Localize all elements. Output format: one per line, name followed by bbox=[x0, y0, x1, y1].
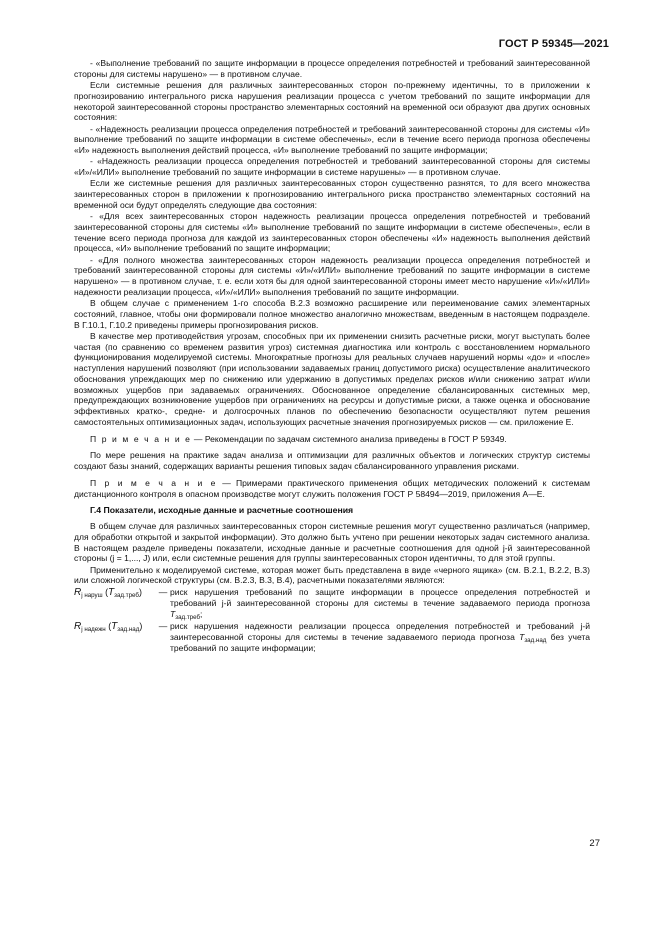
note-text: — Рекомендации по задачам системного анализа приведены в ГОСТ Р 59349. bbox=[191, 433, 507, 444]
section-title: Г.4 Показатели, исходные данные и расчетные соотношения bbox=[90, 505, 354, 516]
note bbox=[74, 478, 590, 500]
paragraph: - «Для полного множества заинтересованных сторон надежность реализации процесса определения потребностей и требований заинтересованной стороны для системы «И»/«ИЛИ» выполнение требований по защите информации в системе нарушено» — в противном случае, т. е. если хотя бы для одной заинтересованной стороны имеет место нарушение «И»/«ИЛИ» надежности реализации процесса, «И»/«ИЛИ» выполнения требований по защите информации. bbox=[74, 254, 590, 297]
paragraph: По мере решения на практике задач анализа и оптимизации для различных объектов и логических структур системы создают базы знаний, содержащих варианты решения типовых задач сбалансированного управления рисками. bbox=[74, 450, 590, 471]
paragraph: - «Выполнение требований по защите информации в процессе определения потребностей и требований заинтересованной стороны для системы нарушено» — в противном случае. bbox=[74, 58, 590, 79]
paragraph: В общем случае для различных заинтересованных сторон системные решения могут существенно различаться (например, для обработки открытой и закрытой информации). Это должно быть учтено при решении некоторых задач системного анализа. В настоящем разделе приведены показатели, исходные данные и расчетные соотношения для одной j-й заинтересованной стороны (j = 1,..., J) или, если системные решения для группы заинтересованных сторон идентичны, то для этой группы. bbox=[74, 521, 590, 564]
paragraph: Если системные решения для различных заинтересованных сторон по-прежнему идентичны, то в приложении к прогнозированию интегрального риска нарушения реализации процесса с учетом требований по защите информации для некоторой заинтересованной стороны пространство элементарных состояний на временной оси образуют два других основных состояния: bbox=[74, 80, 590, 123]
paragraph: В качестве мер противодействия угрозам, способных при их применении снизить расчетные риски, могут выступать более частая (по сравнению со временем развития угроз) системная диагностика или контроль с восстановлением нормального функционирования моделируемой системы. Многократные прогнозы для реальных случаев нарушений нормы «до» и «после» наступления нарушений позволяют (при использовании задаваемых границ допустимого риска) осуществление аналитического обоснования упреждающих мер по снижению или удержанию в допустимых пределах рисков и/или снижению затрат и/или возможных ущербов при задаваемых ограничениях. Обоснованное определение сбалансированных системных мер, предупреждающих возникновение ущербов при ограничениях на ресурсы и допустимые риски, а также оценка и обоснование эффективных кратко-, средне- и долгосрочных планов по обеспечению безопасности осуществляют путем решения самостоятельных оптимизационных задач, использующих расчетные значения прогнозируемых рисков — см. приложение Е. bbox=[74, 330, 590, 427]
definition-text: риск нарушения требований по защите информации в процессе определения потребностей и требований j-й заинтересованной стороны для системы в течение задаваемого периода прогноза $T_{зад.треб}$; bbox=[170, 587, 590, 621]
note bbox=[74, 434, 590, 445]
definition-row bbox=[74, 587, 590, 619]
note-text: — Примерами практического применения общих методических положений к системам дистанционного контроля в опасном производстве могут служить положения ГОСТ Р 58494—2019, приложения А—Е. bbox=[74, 477, 590, 499]
formula-symbol: $R_{j нaруш}$ $(T_{зад.треб})$ bbox=[74, 587, 142, 599]
paragraph: Если же системные решения для различных заинтересованных сторон существенно разнятся, то для всего множества заинтересованных сторон в приложении к прогнозированию интегрального риска пространство элементарных состояний на временной оси будут определять следующие два состояния: bbox=[74, 178, 590, 210]
paragraph: Применительно к моделируемой системе, которая может быть представлена в виде «черного ящика» (см. В.2.1, В.2.2, В.3) или сложной логической структуры (см. В.2.3, В.3, В.4), расчетными показателями являются: bbox=[74, 564, 590, 586]
definition-row bbox=[74, 621, 590, 653]
paragraph: - «Надежность реализации процесса определения потребностей и требований заинтересованной стороны для системы «И»/«ИЛИ» выполнение требований по защите информации в системе нарушены» — в противном случае. bbox=[74, 156, 590, 177]
dash: — bbox=[158, 587, 168, 597]
paragraph: - «Надежность реализации процесса определения потребностей и требований заинтересованной стороны для системы «И» выполнение требований по защите информации в системе обеспечены», если в течение всего периода прогноза обеспечены «И» надежность выполнения действий процесса, «И» выполнение требований по защите информации; bbox=[74, 123, 590, 155]
formula-symbol: $R_{j надежн}$ $(T_{зад.над})$ bbox=[74, 621, 143, 634]
definition-list bbox=[74, 587, 590, 654]
page-body bbox=[74, 58, 590, 656]
note-label: П р и м е ч а н и е bbox=[90, 433, 192, 444]
note-label: П р и м е ч а н и е bbox=[90, 477, 218, 488]
definition-text: риск нарушения надежности реализации процесса определения потребностей и требований j-й заинтересованной стороны для системы в течение задаваемого периода прогноза $T_{зад.над}$ без учета требований по защите информации; bbox=[170, 621, 590, 653]
document-header: ГОСТ Р 59345—2021 bbox=[498, 38, 609, 50]
paragraph: В общем случае с применением 1-го способа В.2.3 возможно расширение или переименование самих элементарных состояний, главное, чтобы они формировали полное множество аналогично множествам, введенным в настоящем подразделе. В Г.10.1, Г.10.2 приведены примеры прогнозирования рисков. bbox=[74, 298, 590, 330]
dash: — bbox=[158, 621, 168, 632]
page-number: 27 bbox=[589, 838, 600, 849]
paragraph: - «Для всех заинтересованных сторон надежность реализации процесса определения потребностей и требований заинтересованной стороны для системы «И» выполнение требований по защите информации в системе обеспечены», если в течение всего периода прогноза для каждой из заинтересованных сторон обеспечены «И» надежность выполнения действий процесса, «И» выполнение требований по защите информации; bbox=[74, 211, 590, 254]
